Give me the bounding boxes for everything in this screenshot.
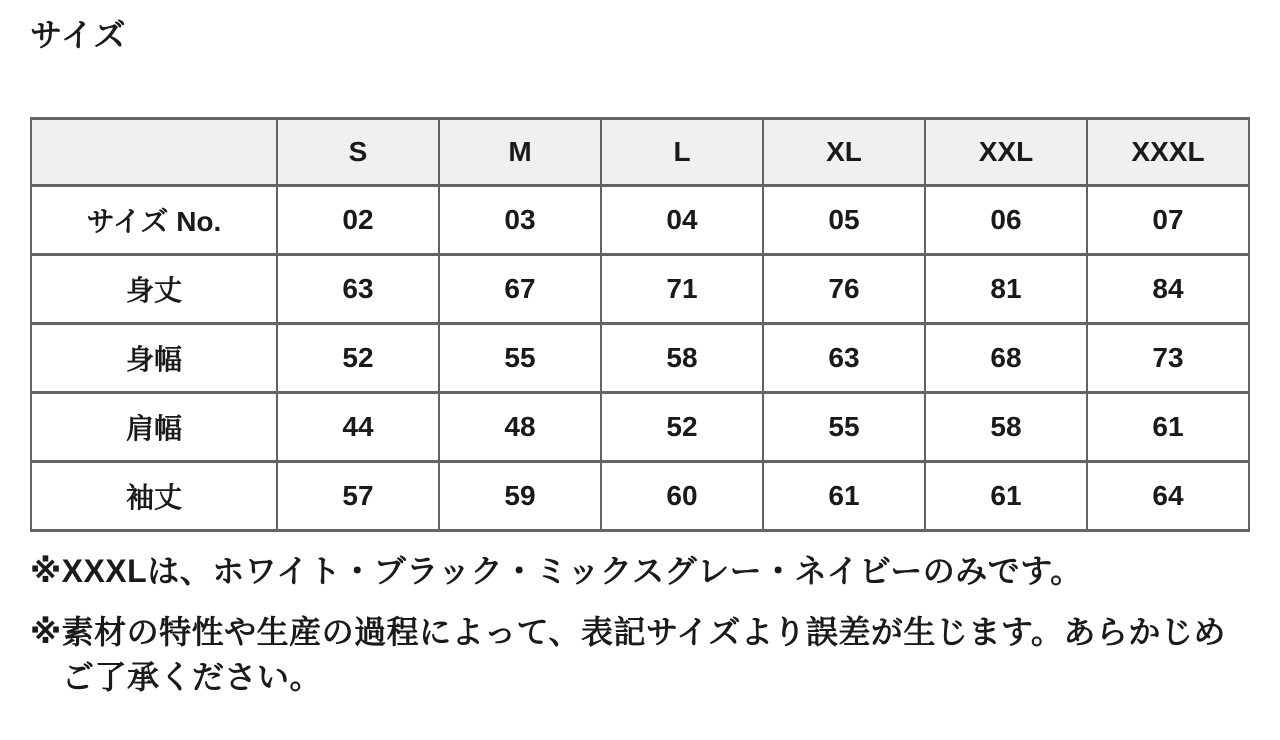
cell: 58 [925, 393, 1087, 462]
cell: 55 [763, 393, 925, 462]
cell: 05 [763, 186, 925, 255]
cell: 04 [601, 186, 763, 255]
table-row-size-no [31, 186, 1249, 255]
cell: 44 [277, 393, 439, 462]
col-header-xxxl: XXXL [1087, 119, 1249, 186]
col-header-xxl: XXL [925, 119, 1087, 186]
table-row-shoulder-width [31, 393, 1249, 462]
cell: 61 [1087, 393, 1249, 462]
size-chart-table [30, 117, 1250, 532]
cell: 07 [1087, 186, 1249, 255]
note-xxxl-colors: ※XXXLは、ホワイト・ブラック・ミックスグレー・ネイビーのみです。 [30, 553, 1083, 590]
cell: 71 [601, 255, 763, 324]
cell: 59 [439, 462, 601, 531]
col-header-m: M [439, 119, 601, 186]
cell: 73 [1087, 324, 1249, 393]
cell: 48 [439, 393, 601, 462]
cell: 76 [763, 255, 925, 324]
cell: 57 [277, 462, 439, 531]
cell: 64 [1087, 462, 1249, 531]
row-label: 肩幅 [31, 393, 277, 462]
cell: 55 [439, 324, 601, 393]
note-size-tolerance: ※素材の特性や生産の過程によって、表記サイズより誤差が生じます。あらかじめご了承ください。 [30, 613, 1226, 696]
cell: 68 [925, 324, 1087, 393]
cell: 63 [763, 324, 925, 393]
cell: 84 [1087, 255, 1249, 324]
row-label: 身丈 [31, 255, 277, 324]
cell: 60 [601, 462, 763, 531]
cell: 81 [925, 255, 1087, 324]
cell: 06 [925, 186, 1087, 255]
corner-cell [31, 119, 277, 186]
col-header-l: L [601, 119, 763, 186]
table-row-sleeve-length [31, 462, 1249, 531]
cell: 58 [601, 324, 763, 393]
cell: 61 [925, 462, 1087, 531]
cell: 63 [277, 255, 439, 324]
col-header-s: S [277, 119, 439, 186]
footnotes [30, 549, 1252, 700]
cell: 02 [277, 186, 439, 255]
cell: 52 [277, 324, 439, 393]
col-header-xl: XL [763, 119, 925, 186]
page-title: サイズ [30, 17, 127, 53]
cell: 61 [763, 462, 925, 531]
cell: 03 [439, 186, 601, 255]
table-row-body-width [31, 324, 1249, 393]
cell: 67 [439, 255, 601, 324]
row-label: 身幅 [31, 324, 277, 393]
header-row [31, 119, 1249, 186]
row-label: 袖丈 [31, 462, 277, 531]
row-label: サイズ No. [31, 186, 277, 255]
cell: 52 [601, 393, 763, 462]
table-row-body-length [31, 255, 1249, 324]
